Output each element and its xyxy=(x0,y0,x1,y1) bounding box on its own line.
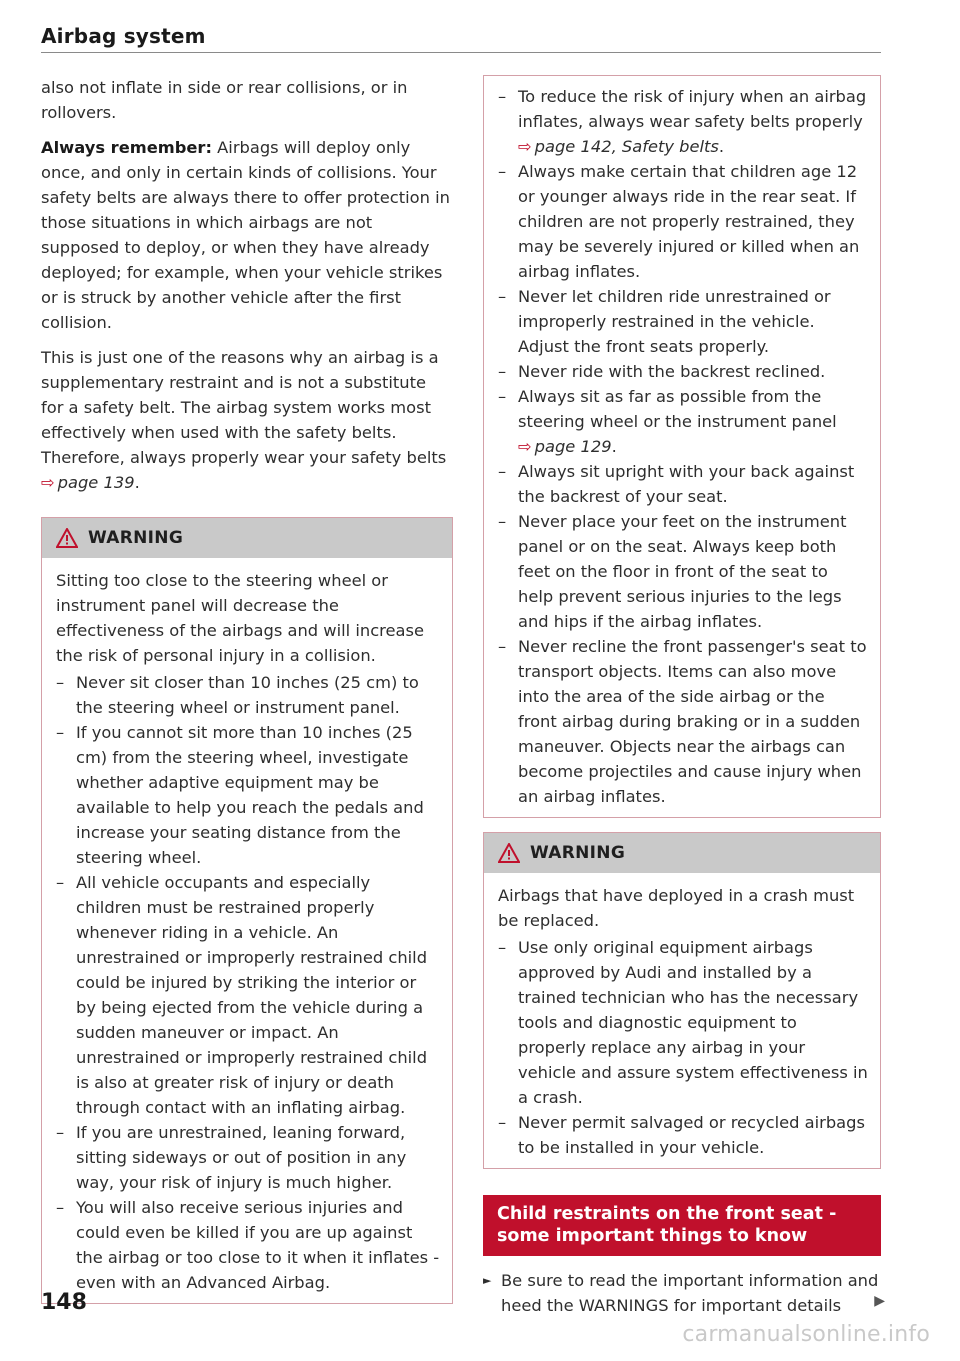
warning-list xyxy=(56,670,440,1295)
warning-label: WARNING xyxy=(88,528,184,548)
tip-item: – Never recline the front passenger's seat to transport objects. Items can also move into the area of the side airbag or the front airbag during braking or in a sudden maneuver. Objects near the airbags can become projectiles and cause injury when an airbag inflates. xyxy=(498,634,868,809)
play-triangle-icon: ▶ xyxy=(874,1293,885,1309)
warning-box-seating-distance xyxy=(41,517,453,1304)
paragraph-supplementary-restraint xyxy=(41,345,453,495)
tip-item xyxy=(498,384,868,459)
tip-item: – Always sit upright with your back against the backrest of your seat. xyxy=(498,459,868,509)
page-reference-link[interactable]: page 142, Safety belts xyxy=(534,137,719,156)
page-number: 148 xyxy=(41,1290,87,1315)
sentence-end: . xyxy=(718,137,725,156)
instruction-item xyxy=(483,1268,885,1318)
watermark: carmanualsonline.info xyxy=(682,1322,930,1347)
safety-tips-box xyxy=(483,75,881,818)
page-reference-link[interactable]: page 129 xyxy=(534,437,612,456)
tip-item: – Always make certain that children age 12 or younger always ride in the rear seat. If children are not properly restrained, they may be severely injured or killed when an airbag inflates. xyxy=(498,159,868,284)
instruction-bullet-icon: ► xyxy=(483,1274,492,1287)
section-heading-child-restraints: Child restraints on the front seat - some important things to know xyxy=(483,1195,881,1256)
warning-intro: Airbags that have deployed in a crash must be replaced. xyxy=(498,886,855,930)
warning-item: – If you are unrestrained, leaning forward, sitting sideways or out of position in any way, your risk of injury is much higher. xyxy=(56,1120,440,1195)
warning-intro: Sitting too close to the steering wheel or instrument panel will decrease the effectiveness of the airbags and will increase the risk of personal injury in a collision. xyxy=(56,571,424,665)
arrow-right-icon: ⇨ xyxy=(518,137,532,156)
always-remember-label: Always remember: xyxy=(41,138,212,157)
tip-item: – Never place your feet on the instrument panel or on the seat. Always keep both feet on the floor in front of the seat to help prevent serious injuries to the legs and hips if the airbag inflates. xyxy=(498,509,868,634)
warning-header xyxy=(42,518,452,558)
page-reference-link[interactable]: page 139 xyxy=(57,473,135,492)
tip-text: Always sit as far as possible from the steering wheel or the instrument panel xyxy=(518,387,837,431)
warning-item: – You will also receive serious injuries and could even be killed if you are up against the airbag or too close to it when it inflates - even with an Advanced Airbag. xyxy=(56,1195,440,1295)
right-column xyxy=(483,75,885,1318)
paragraph-always-remember xyxy=(41,135,453,335)
warning-label: WARNING xyxy=(530,843,626,863)
arrow-right-icon: ⇨ xyxy=(518,437,532,456)
warning-item: – If you cannot sit more than 10 inches (25 cm) from the steering wheel, investigate whether adaptive equipment may be available to help you reach the pedals and increase your seating distance from the steering wheel. xyxy=(56,720,440,870)
tip-item: – Never ride with the backrest reclined. xyxy=(498,359,868,384)
safety-tips-list xyxy=(498,84,868,809)
warning-item: – Use only original equipment airbags approved by Audi and installed by a trained technician who has the necessary tools and diagnostic equipment to properly replace any airbag in your vehicle and assure system effectiveness in a crash. xyxy=(498,935,868,1110)
warning-header xyxy=(484,833,880,873)
paragraph-rollovers: also not inflate in side or rear collisions, or in rollovers. xyxy=(41,78,408,122)
header-divider xyxy=(41,52,881,53)
arrow-right-icon: ⇨ xyxy=(41,473,55,492)
tip-text: To reduce the risk of injury when an airbag inflates, always wear safety belts properly xyxy=(518,87,867,131)
sentence-end: . xyxy=(134,473,140,492)
warning-box-replace-airbags xyxy=(483,832,881,1169)
warning-body xyxy=(42,558,452,1303)
left-column xyxy=(41,75,453,1304)
warning-body xyxy=(484,873,880,1168)
always-remember-text: Airbags will deploy only once, and only in certain kinds of collisions. Your safety belts are always there to offer protection in those situations in which airbags are not supposed to deploy, or when they have already deployed; for example, when your vehicle strikes or is struck by another vehicle after the first collision. xyxy=(41,138,450,332)
sentence-end: . xyxy=(611,437,617,456)
warning-list xyxy=(498,935,868,1160)
instruction-text: Be sure to read the important information and heed the WARNINGS for important details xyxy=(501,1271,879,1315)
warning-item: – All vehicle occupants and especially children must be restrained properly whenever riding in a vehicle. An unrestrained or improperly restrained child could be injured by striking the interior or by being ejected from the vehicle during a sudden maneuver or impact. An unrestrained or improperly restrained child is also at greater risk of injury or death through contact with an inflating airbag. xyxy=(56,870,440,1120)
tip-item xyxy=(498,84,868,159)
warning-triangle-icon xyxy=(498,843,520,863)
warning-item: – Never sit closer than 10 inches (25 cm) to the steering wheel or instrument panel. xyxy=(56,670,440,720)
warning-item: – Never permit salvaged or recycled airbags to be installed in your vehicle. xyxy=(498,1110,868,1160)
supplementary-text: This is just one of the reasons why an airbag is a supplementary restraint and is not a substitute for a safety belt. The airbag system works most effectively when used with the safety belts. Therefore, always properly wear your safety belts xyxy=(41,348,447,467)
section-header-title: Airbag system xyxy=(41,24,206,48)
tip-item: – Never let children ride unrestrained or improperly restrained in the vehicle. Adjust the front seats properly. xyxy=(498,284,868,359)
warning-triangle-icon xyxy=(56,528,78,548)
